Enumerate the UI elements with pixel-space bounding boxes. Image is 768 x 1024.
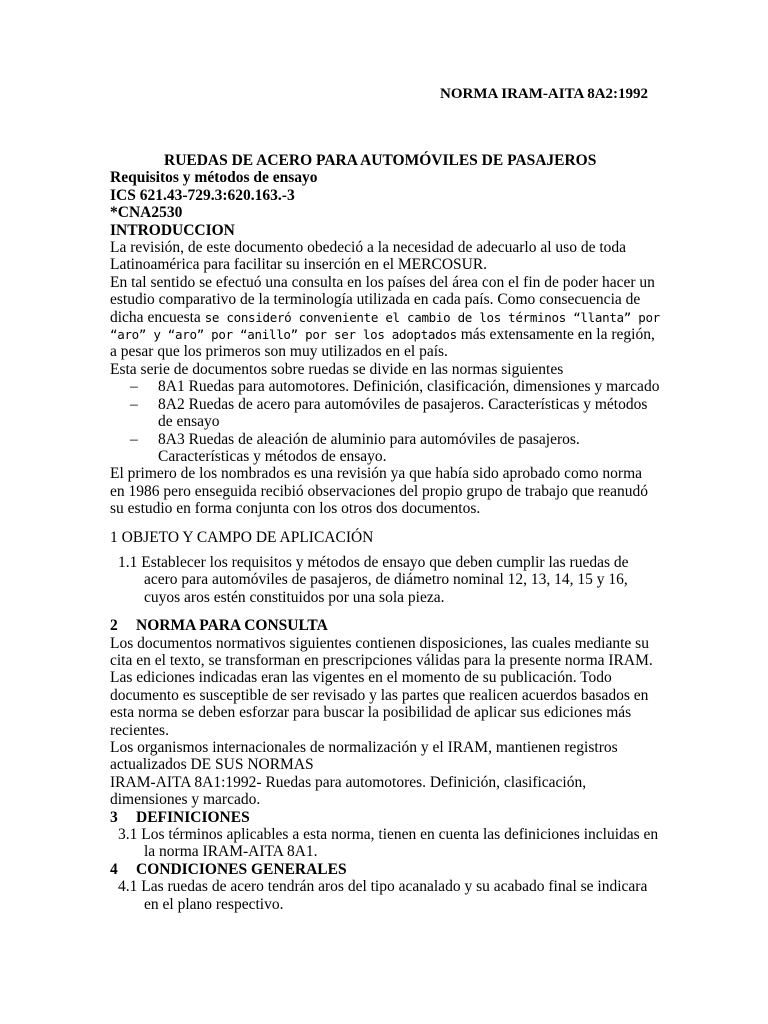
list-item-text: 8A1 Ruedas para automotores. Definición, clasificación, dimensiones y marcado <box>158 378 660 396</box>
item-number: 4.1 <box>118 878 138 896</box>
intro-heading: INTRODUCCION <box>110 221 235 239</box>
item-text: Establecer los requisitos y métodos de ensayo que deben cumplir las ruedas de acero para automóviles de pasajeros, de diámetro nominal 12, 13, 14, 15 y 16, cuyos aros estén constituidos por una sola pieza. <box>141 553 629 606</box>
dash-marker: – <box>130 395 138 413</box>
section-1-heading: 1 OBJETO Y CAMPO DE APLICACIÓN <box>110 528 374 546</box>
intro-paragraph-1: La revisión, de este documento obedeció a la necesidad de adecuarlo al uso de toda Latinoamérica para facilitar su inserción en el MERCOSUR. <box>110 239 627 274</box>
dash-marker: – <box>130 430 138 448</box>
section-title: CONDICIONES GENERALES <box>136 860 347 878</box>
section-3-heading <box>110 809 660 826</box>
section-2-paragraph-2: Los organismos internacionales de normalización y el IRAM, mantienen registros actualizados DE SUS NORMAS <box>110 739 618 774</box>
intro-paragraph-3: Esta serie de documentos sobre ruedas se divide en las normas siguientes <box>110 360 564 378</box>
intro-p2-part-a: En tal sentido se efectuó una consulta en los países del área con el fin de poder hacer un estudio comparativo de la terminología utilizada en cada país. Como consecuencia de dicha encuesta <box>110 273 655 326</box>
section-2-paragraph-3: IRAM-AITA 8A1:1992- Ruedas para automotores. Definición, clasificación, dimensiones y marcado. <box>110 773 587 809</box>
item-text: Las ruedas de acero tendrán aros del tipo acanalado y su acabado final se indicara en el plano respectivo. <box>141 878 648 913</box>
list-item <box>130 378 660 395</box>
dash-marker: – <box>130 378 138 396</box>
section-title: DEFINICIONES <box>136 808 250 826</box>
section-number: 2 <box>110 617 118 635</box>
norms-list <box>110 378 660 465</box>
intro-paragraph-2 <box>110 274 660 361</box>
section-4-1 <box>110 878 660 913</box>
cna-code: *CNA2530 <box>110 204 183 222</box>
ics-code: ICS 621.43-729.3:620.163.-3 <box>110 186 295 204</box>
section-2-paragraph-1: Los documentos normativos siguientes contienen disposiciones, las cuales mediante su cita en el texto, se transforman en prescripciones válidas para la presente norma IRAM. Las ediciones indicadas eran las vigentes en el momento de su publicación. Todo documento es susceptible de ser revisado y las partes que realicen acuerdos basados en esta norma se deben esforzar para buscar la posibilidad de aplicar sus ediciones más recientes. <box>110 634 653 739</box>
intro-paragraph-4: El primero de los nombrados es una revisión ya que había sido aprobado como norma en 1986 pero enseguida recibió observaciones del propio grupo de trabajo que reanudó su estudio en forma conjunta con los otros dos documentos. <box>110 465 649 518</box>
section-2-heading <box>110 617 660 634</box>
list-item-text: 8A3 Ruedas de aleación de aluminio para automóviles de pasajeros. Características y métodos de ensayo. <box>158 430 580 465</box>
intro-p2-part-b: se consideró conveniente el cambio de los términos “llanta” por “aro” y “aro” por “anillo” por ser los adoptados <box>110 309 660 343</box>
item-number: 3.1 <box>118 826 138 844</box>
list-item-text: 8A2 Ruedas de acero para automóviles de pasajeros. Características y métodos de ensayo <box>158 395 648 431</box>
section-3-1 <box>110 826 660 861</box>
item-text: Los términos aplicables a esta norma, tienen en cuenta las definiciones incluidas en la norma IRAM-AITA 8A1. <box>141 826 659 861</box>
section-4-heading <box>110 861 660 878</box>
list-item <box>130 396 660 431</box>
section-title: NORMA PARA CONSULTA <box>136 617 328 635</box>
document-subtitle: Requisitos y métodos de ensayo <box>110 169 318 187</box>
list-item <box>130 431 660 466</box>
document-title: RUEDAS DE ACERO PARA AUTOMÓVILES DE PASAJEROS <box>164 152 597 169</box>
intro-p2-part-c: más extensamente en la región, a pesar que los primeros son muy utilizados en el país. <box>110 326 655 361</box>
section-1-1 <box>110 554 660 606</box>
section-number: 4 <box>110 860 118 878</box>
document-body <box>110 152 660 913</box>
norm-code: NORMA IRAM-AITA 8A2:1992 <box>440 86 649 102</box>
item-number: 1.1 <box>118 553 138 571</box>
section-number: 3 <box>110 808 118 826</box>
